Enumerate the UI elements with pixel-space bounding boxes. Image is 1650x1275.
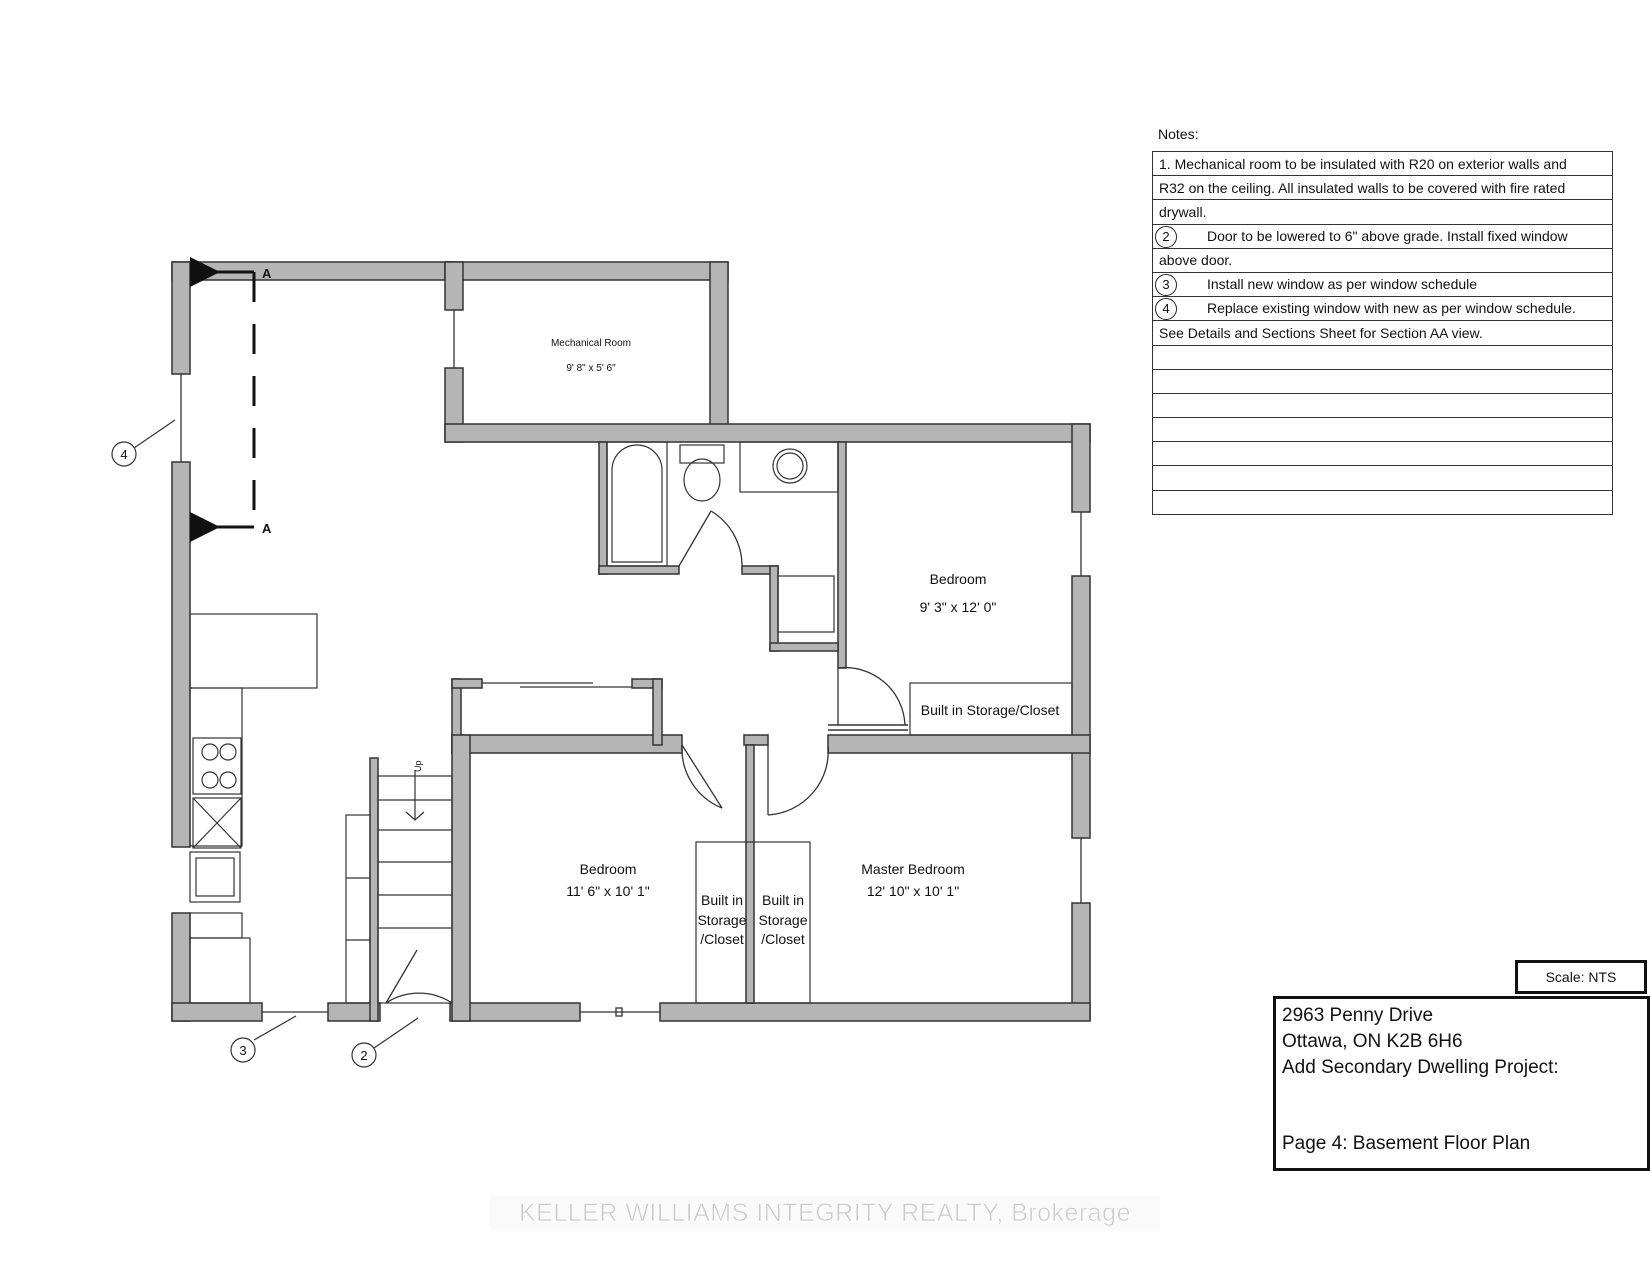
- notes-cell: [1153, 466, 1613, 490]
- notes-cell: [1153, 321, 1613, 345]
- notes-text: Install new window as per window schedule: [1207, 276, 1478, 293]
- notes-row: [1153, 297, 1613, 321]
- mechanical-room-name: Mechanical Room: [550, 338, 632, 349]
- scale-box: Scale: NTS: [1515, 960, 1647, 994]
- mechanical-room-size: 9' 8" x 5' 6": [566, 363, 616, 374]
- notes-table: [1152, 151, 1613, 515]
- closet-a-line2: Storage: [697, 912, 747, 928]
- stair-up-label: Up: [413, 760, 423, 772]
- notes-callout-number: 2: [1155, 226, 1177, 248]
- notes-cell: [1153, 369, 1613, 393]
- notes-row: [1153, 272, 1613, 296]
- notes-cell: [1153, 224, 1613, 248]
- fixtures: [190, 442, 1072, 1003]
- bedroom-left-name: Bedroom: [579, 861, 637, 877]
- title-block: [1273, 996, 1650, 1171]
- title-city: Ottawa, ON K2B 6H6: [1282, 1031, 1463, 1052]
- master-bedroom-size: 12' 10" x 10' 1": [866, 883, 960, 899]
- notes-row: [1153, 248, 1613, 272]
- notes-row: [1153, 369, 1613, 393]
- notes-callout-number: 4: [1155, 298, 1177, 320]
- callout-2-label: 2: [360, 1048, 368, 1063]
- notes-row: [1153, 442, 1613, 466]
- notes-row: [1153, 200, 1613, 224]
- notes-row: [1153, 224, 1613, 248]
- notes-cell: [1153, 176, 1613, 200]
- master-bedroom-name: Master Bedroom: [861, 861, 965, 877]
- notes-row: [1153, 176, 1613, 200]
- title-page: Page 4: Basement Floor Plan: [1282, 1133, 1531, 1154]
- notes-cell: [1153, 152, 1613, 176]
- watermark: KELLER WILLIAMS INTEGRITY REALTY, Brokerage: [490, 1196, 1160, 1230]
- callout-4-label: 4: [120, 447, 128, 462]
- notes-text: drywall.: [1159, 203, 1207, 220]
- notes-text: See Details and Sections Sheet for Section AA view.: [1159, 324, 1483, 341]
- notes-cell: [1153, 393, 1613, 417]
- notes-row: [1153, 490, 1613, 514]
- section-label-bottom: A: [262, 521, 272, 536]
- notes-row: [1153, 321, 1613, 345]
- section-line-aa: [214, 266, 272, 536]
- notes-cell: [1153, 490, 1613, 514]
- storage-right-label: Built in Storage/Closet: [920, 702, 1060, 718]
- section-label-top: A: [262, 266, 272, 281]
- notes-row: [1153, 393, 1613, 417]
- bedroom-left-size: 11' 6" x 10' 1": [566, 883, 650, 899]
- notes-callout-number: 3: [1155, 274, 1177, 296]
- notes-row: [1153, 418, 1613, 442]
- closet-a-line1: Built in: [700, 892, 744, 908]
- windows: [181, 374, 1081, 1016]
- notes-text: Door to be lowered to 6" above grade. Install fixed window: [1207, 227, 1568, 244]
- notes-text: above door.: [1159, 252, 1233, 269]
- bedroom-right-name: Bedroom: [929, 571, 987, 587]
- notes-cell: [1153, 200, 1613, 224]
- closet-b-line3: /Closet: [761, 931, 805, 947]
- notes-cell: [1153, 442, 1613, 466]
- walls: [172, 262, 1090, 1021]
- notes-cell: [1153, 418, 1613, 442]
- callout-3-label: 3: [239, 1043, 247, 1058]
- notes-row: [1153, 345, 1613, 369]
- notes-text: R32 on the ceiling. All insulated walls to be covered with fire rated: [1159, 179, 1566, 196]
- closet-a-line3: /Closet: [700, 931, 744, 947]
- notes-cell: [1153, 297, 1613, 321]
- closet-b-line2: Storage: [758, 912, 808, 928]
- bedroom-right-size: 9' 3" x 12' 0": [919, 599, 997, 615]
- notes-row: [1153, 152, 1613, 176]
- notes-cell: [1153, 272, 1613, 296]
- title-address: 2963 Penny Drive: [1282, 1005, 1434, 1026]
- notes-text: 1. Mechanical room to be insulated with R20 on exterior walls and: [1159, 155, 1567, 172]
- title-project: Add Secondary Dwelling Project:: [1282, 1057, 1559, 1078]
- closet-b-line1: Built in: [761, 892, 805, 908]
- notes-text: Replace existing window with new as per window schedule.: [1207, 300, 1576, 317]
- notes-row: [1153, 466, 1613, 490]
- notes-cell: [1153, 248, 1613, 272]
- notes-cell: [1153, 345, 1613, 369]
- notes-title: Notes:: [1158, 126, 1199, 142]
- wall-lines: [828, 725, 908, 730]
